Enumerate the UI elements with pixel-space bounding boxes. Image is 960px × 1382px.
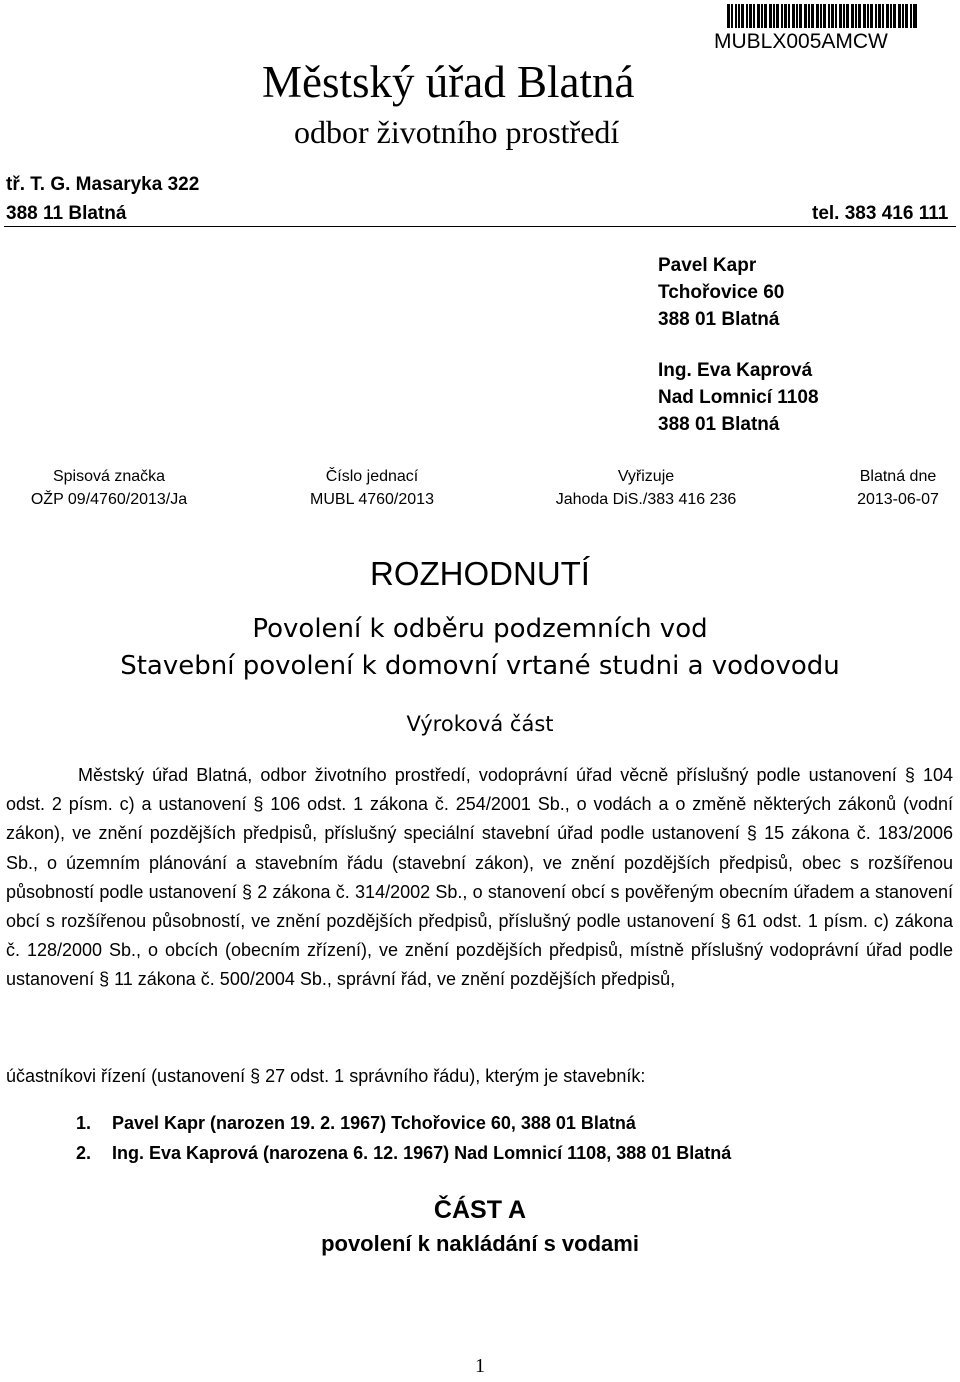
office-address-city: 388 11 Blatná — [6, 203, 127, 224]
recipient-city: 388 01 Blatná — [658, 414, 780, 435]
participant-item — [76, 1143, 731, 1164]
participant-item — [76, 1113, 636, 1134]
meta-label: Blatná dne — [859, 468, 937, 485]
office-name: Městský úřad Blatná — [262, 57, 635, 107]
operative-part-heading: Výroková část — [406, 712, 554, 736]
participant-intro: účastníkovi řízení (ustanovení § 27 odst. 1 správního řádu), kterým je stavebník: — [6, 1066, 646, 1086]
barcode — [727, 4, 917, 28]
meta-handler — [528, 465, 764, 511]
recipient-street: Nad Lomnicí 1108 — [658, 387, 819, 408]
barcode-text: MUBLX005AMCW — [714, 30, 888, 53]
recipient-city: 388 01 Blatná — [658, 309, 780, 330]
recipient-address-1 — [658, 252, 784, 333]
recipient-street: Tchořovice 60 — [658, 282, 785, 303]
meta-date — [836, 465, 960, 511]
recipient-name: Pavel Kapr — [658, 255, 757, 276]
office-address-street: tř. T. G. Masaryka 322 — [6, 174, 200, 195]
decision-subtitle-building: Stavební povolení k domovní vrtané studni a vodovodu — [120, 651, 840, 681]
recipient-address-2 — [658, 357, 819, 438]
meta-label: Vyřizuje — [617, 468, 675, 485]
decision-subtitle-water: Povolení k odběru podzemních vod — [252, 614, 708, 644]
meta-value: OŽP 09/4760/2013/Ja — [30, 491, 188, 508]
part-a-subtitle: povolení k nakládání s vodami — [321, 1231, 639, 1256]
recipient-name: Ing. Eva Kaprová — [658, 360, 813, 381]
meta-value: Jahoda DiS./383 416 236 — [555, 491, 737, 508]
header-divider — [4, 226, 956, 227]
meta-value: MUBL 4760/2013 — [310, 491, 434, 508]
meta-value: 2013-06-07 — [857, 491, 939, 508]
participant-number: 1. — [76, 1113, 92, 1133]
decision-body-text: Městský úřad Blatná, odbor životního prostředí, vodoprávní úřad věcně příslušný podle ustanovení § 104 odst. 2 písm. c) a ustanovení § 106 odst. 1 zákona č. 254/2001 Sb., o vodách a o změně některých zákonů (vodní zákon), ve znění pozdějších předpisů, příslušný speciální stavební úřad podle ustanovení § 15 zákona č. 183/2006 Sb., o územním plánování a stavebním řádu (stavební zákon), ve znění pozdějších předpisů, obec s rozšířenou působností podle ustanovení § 2 zákona č. 314/2002 Sb., o stanovení obcí s pověřeným obecním úřadem a stanovení obcí s rozšířenou působností, ve znění pozdějších předpisů, příslušný podle ustanovení § 61 odst. 1 písm. c) zákona č. 128/2000 Sb., o obcích (obecním zřízení), ve znění pozdějších předpisů, místně příslušný vodoprávní úřad podle ustanovení § 11 zákona č. 500/2004 Sb., správní řád, ve znění pozdějších předpisů, — [6, 765, 953, 990]
page-number: 1 — [475, 1355, 485, 1377]
decision-title: ROZHODNUTÍ — [370, 555, 590, 592]
office-phone: tel. 383 416 111 — [812, 203, 949, 224]
meta-label: Číslo jednací — [325, 468, 419, 485]
office-department: odbor životního prostředí — [294, 114, 620, 150]
participant-text: Pavel Kapr (narozen 19. 2. 1967) Tchořovice 60, 388 01 Blatná — [112, 1113, 636, 1133]
meta-reference-number — [296, 465, 448, 511]
meta-label: Spisová značka — [52, 468, 166, 485]
meta-file-number — [18, 465, 200, 511]
participant-text: Ing. Eva Kaprová (narozena 6. 12. 1967) Nad Lomnicí 1108, 388 01 Blatná — [112, 1143, 732, 1163]
participant-number: 2. — [76, 1143, 92, 1163]
part-a-title: ČÁST A — [433, 1196, 527, 1224]
